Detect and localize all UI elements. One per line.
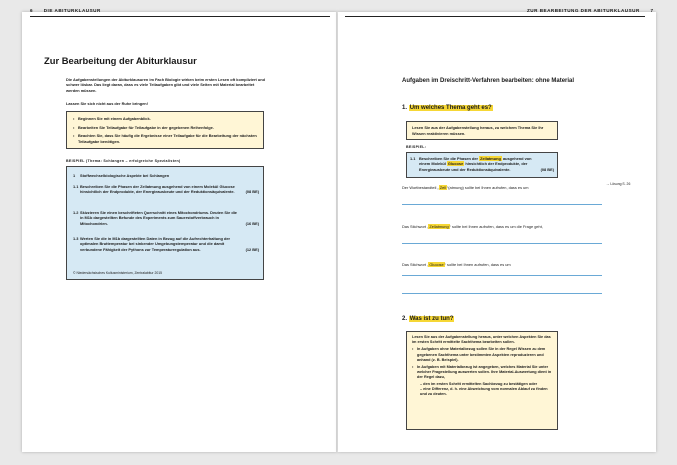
answer-line[interactable] xyxy=(402,275,602,276)
right-page-heading: Aufgaben im Dreischritt-Verfahren bearbeiten: ohne Material xyxy=(402,78,575,84)
tips-box xyxy=(66,111,264,149)
write-prompt: Das Stichwort „Zellatmung“ sollte bei Ihnen aufrufen, dass es um die Frage geht, xyxy=(402,224,543,229)
right-example-box xyxy=(406,152,558,178)
left-page-number: 6 xyxy=(30,8,34,13)
right-running-head-text: ZUR BEARBEITUNG DER ABITURKLAUSUR xyxy=(527,8,640,13)
right-example-label: BEISPIEL: xyxy=(406,145,427,149)
step2-heading: 2. Was ist zu tun? xyxy=(402,316,454,322)
step2-title: Was ist zu tun? xyxy=(409,316,454,322)
tip-item: • Beginnen Sie mit einem Aufgabenblick. xyxy=(73,116,257,122)
right-page-number: 7 xyxy=(650,8,654,13)
write-prompt: Der Wortbestandteil „Zell“(atmung) sollte bei Ihnen aufrufen, dass es um xyxy=(402,185,529,190)
step2-item: • In Aufgaben ohne Materialbezug sollen Sie in der Regel Wissen zu dem gegebenen Sachthema unter bestimmten Aspekten reproduzieren und anhand (z. B. Beispiel). xyxy=(412,347,552,363)
highlight-term: Glucose xyxy=(447,161,464,167)
task-item: 1.1 Beschreiben Sie die Phasen der Zellatmung ausgehend von einem Molekül Glucose hinsichtlich der Endprodukte, der Energieausbeute und der Reduktionsäquivalente. (08 BE) xyxy=(410,156,554,172)
step2-intro: Lesen Sie aus der Aufgabenstellung heraus, unter welchen Aspekten Sie das im ersten Schritt ermittelte Sachthema bearbeiten sollen. xyxy=(412,335,551,345)
calm-note: Lassen Sie sich nicht aus der Ruhe bringen! xyxy=(66,101,148,106)
example-task-box xyxy=(66,166,264,280)
tip-item: • Bearbeiten Sie Teilaufgabe für Teilaufgabe in der gegebenen Reihenfolge. xyxy=(73,125,257,131)
step2-subitems: – den im ersten Schritt ermittelten Sachbezug zu bestätigen oder – eine Differenz, d. h. eine Abweichung vom normalen Ablauf zu finden und zu deuten. xyxy=(420,381,548,397)
step2-item: • In Aufgaben mit Materialbezug ist angegeben, welches Material Sie unter welcher Fragestellung auswerten sollen. Ihre Material-Auswertung dient in der Regel dazu, xyxy=(412,365,552,381)
highlight-term: Zellatmung xyxy=(480,156,501,161)
left-running-head-text: DIE ABITURKLAUSUR xyxy=(43,8,101,13)
example-label: BEISPIEL (Thema: Schlangen – erfolgreiche Spezialisten) xyxy=(66,159,181,163)
task-item: 1.1 Beschreiben Sie die Phasen der Zellatmung ausgehend von einem Molekül Glucose hinsichtlich der Endprodukte, der Energieausbeute und der Reduktionsäquivalente. (08 BE) xyxy=(73,184,259,195)
task-item: 1.3 Werten Sie die in M1b dargestellten Daten in Bezug auf die Aufrechterhaltung der optimalen Bruttemperatur bei sinkender Umgebungstemperatur und die damit verbundene Fähigkeit der Pythons zur Temperaturregulation aus. (12 BE) xyxy=(73,236,259,252)
left-page-title: Zur Bearbeitung der Abiturklausur xyxy=(44,55,197,66)
write-prompt: Das Stichwort „Glucose“ sollte bei Ihnen aufrufen, dass es um xyxy=(402,262,511,267)
right-header-rule xyxy=(345,16,645,17)
step2-box xyxy=(406,331,558,430)
intro-paragraph: Die Aufgabenstellungen der Abiturklausuren im Fach Biologie wirken beim ersten Lesen oft kompliziert und schwer lösbar. Das liegt daran, dass es viele Teilaufgaben gibt und viele Seiten mit Material bearbeitet werden müssen. xyxy=(66,77,266,93)
right-running-head xyxy=(527,8,654,13)
answer-line[interactable] xyxy=(402,243,602,244)
source-note: © Niedersächsisches Kultusministerium, Zentralabitur 2015 xyxy=(73,271,162,275)
tip-item: • Beachten Sie, dass Sie häufig die Ergebnisse einer Teilaufgabe für die Bearbeitung der nächsten Teilaufgabe benötigen. xyxy=(73,133,257,144)
solution-margin-note: → Lösung S. 26 xyxy=(606,182,631,186)
step1-box: Lesen Sie aus der Aufgabenstellung heraus, zu welchem Thema Sie Ihr Wissen reaktivieren müssen. xyxy=(406,121,558,140)
step1-heading: 1. Um welches Thema geht es? xyxy=(402,105,492,111)
answer-line[interactable] xyxy=(402,204,602,205)
left-running-head xyxy=(30,8,101,13)
task-item: 1.2 Skizzieren Sie einen beschrifteten Querschnitt eines Mitochondriums. Deuten Sie die in M1b dargestellten Befunde des Experiments zum Sauerstoffverbrauch in Mitochondrien. (16 BE) xyxy=(73,210,259,226)
step1-title: Um welches Thema geht es? xyxy=(409,105,492,111)
answer-line[interactable] xyxy=(402,293,602,294)
task-item: 1 Stoffwechselbiologische Aspekte bei Schlangen xyxy=(73,173,170,178)
left-header-rule xyxy=(30,16,330,17)
